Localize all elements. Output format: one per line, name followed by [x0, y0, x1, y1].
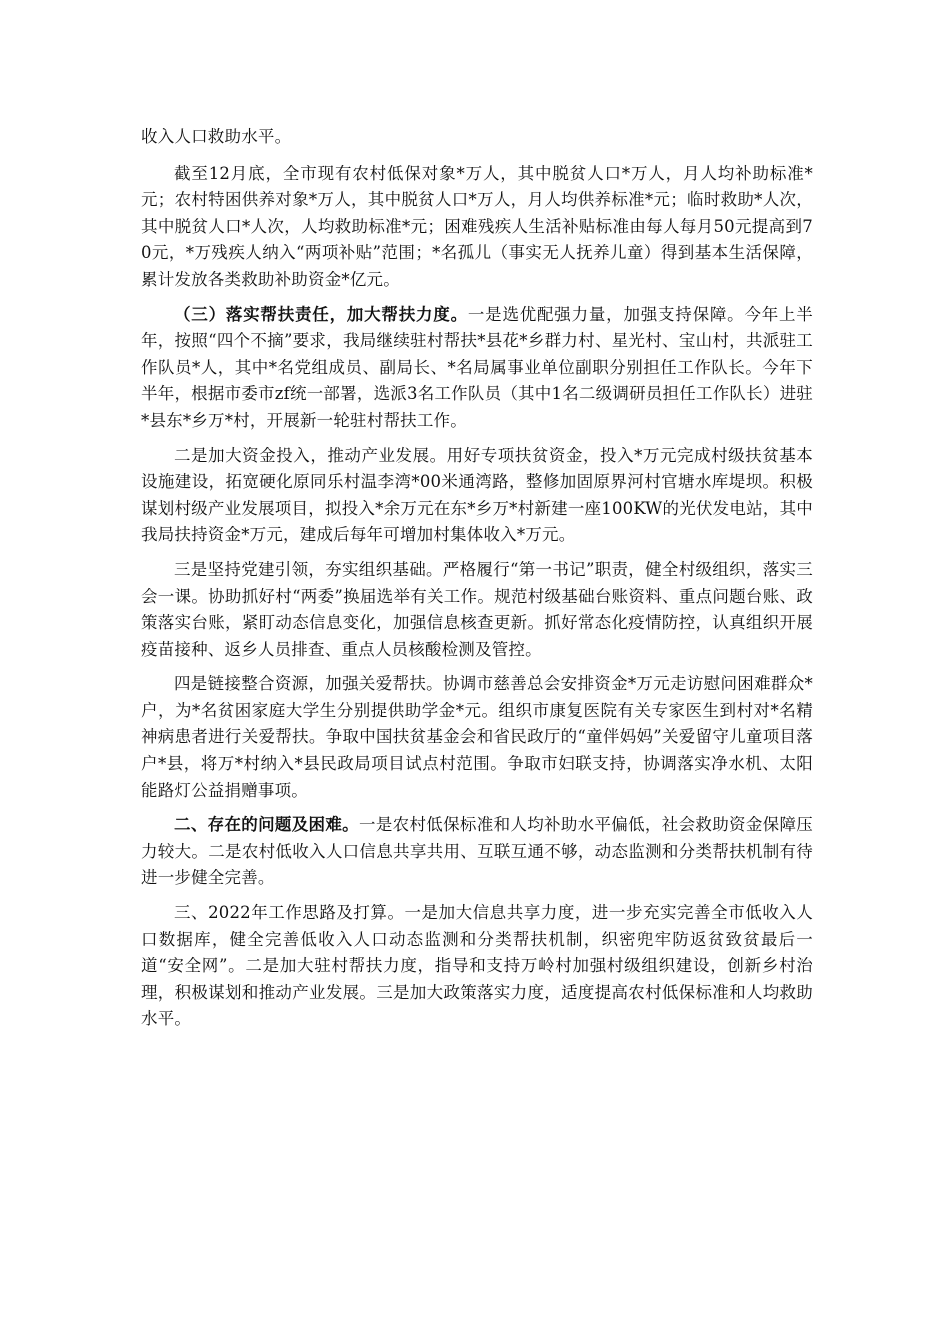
paragraph-assistance-stats: 截至12月底，全市现有农村低保对象*万人，其中脱贫人口*万人，月人均补助标准*元；农村特困供养对象*万人，其中脱贫人口*万人，月人均供养标准*元；临时救助*人次，其中脱贫人口*人次，人均救助标准*元；困难残疾人生活补贴标准由每人每月50元提高到70元，*万残疾人纳入“两项补贴”范围；*名孤儿（事实无人抚养儿童）得到基本生活保障，累计发放各类救助补助资金*亿元。 [141, 163, 813, 289]
paragraph-funding: 二是加大资金投入，推动产业发展。用好专项扶贫资金，投入*万元完成村级扶贫基本设施建设，拓宽硬化原同乐村温李湾*00米通湾路，整修加固原界河村官塘水库堤坝。积极谋划村级产业发展项目，拟投入*余万元在东*乡万*村新建一座100KW的光伏发电站，其中我局扶持资金*万元，建成后每年可增加村集体收入*万元。 [141, 445, 813, 545]
paragraph-plans-2022: 三、2022年工作思路及打算。一是加大信息共享力度，进一步充实完善全市低收入人口数据库，健全完善低收入人口动态监测和分类帮扶机制，织密兜牢防返贫致贫最后一道“安全网”。二是加大驻村帮扶力度，指导和支持万岭村加强村级组织建设，创新乡村治理，积极谋划和推动产业发展。三是加大政策落实力度，适度提高农村低保标准和人均救助水平。 [141, 903, 813, 1029]
paragraph-resources: 四是链接整合资源，加强关爱帮扶。协调市慈善总会安排资金*万元走访慰问困难群众*户，为*名贫困家庭大学生分别提供助学金*元。组织市康复医院有关专家医生到村对*名精神病患者进行关爱帮扶。争取中国扶贫基金会和省民政厅的“童伴妈妈”关爱留守儿童项目落户*县，将万*村纳入*县民政局项目试点村范围。争取市妇联支持，协调落实净水机、太阳能路灯公益捐赠事项。 [141, 674, 813, 800]
problems-body: 一是农村低保标准和人均补助水平偏低，社会救助资金保障压力较大。二是农村低收入人口信息共享共用、互联互通不够，动态监测和分类帮扶机制有待进一步健全完善。 [141, 815, 814, 888]
section-heading-three: （三）落实帮扶责任，加大帮扶力度。 [174, 304, 468, 324]
section-heading-problems: 二、存在的问题及困难。 [174, 815, 360, 835]
paragraph-section-three [141, 302, 813, 435]
section-three-body: 一是选优配强力量，加强支持保障。今年上半年，按照“四个不摘”要求，我局继续驻村帮扶*县花*乡群力村、星光村、宝山村，共派驻工作队员*人，其中*名党组成员、副局长、*名局属事业单位副职分别担任工作队长。今年下半年，根据市委市zf统一部署，选派3名工作队员（其中1名二级调研员担任工作队长）进驻*县东*乡万*村，开展新一轮驻村帮扶工作。 [141, 304, 814, 430]
document-body [141, 124, 813, 1033]
paragraph-party-building: 三是坚持党建引领，夯实组织基础。严格履行“第一书记”职责，健全村级组织，落实三会一课。协助抓好村“两委”换届选举有关工作。规范村级基础台账资料、重点问题台账、政策落实台账，紧盯动态信息变化，加强信息核查更新。抓好常态化疫情防控，认真组织开展疫苗接种、返乡人员排查、重点人员核酸检测及管控。 [141, 559, 813, 659]
paragraph-continuation: 收入人口救助水平。 [141, 127, 292, 146]
paragraph-problems [141, 812, 813, 892]
